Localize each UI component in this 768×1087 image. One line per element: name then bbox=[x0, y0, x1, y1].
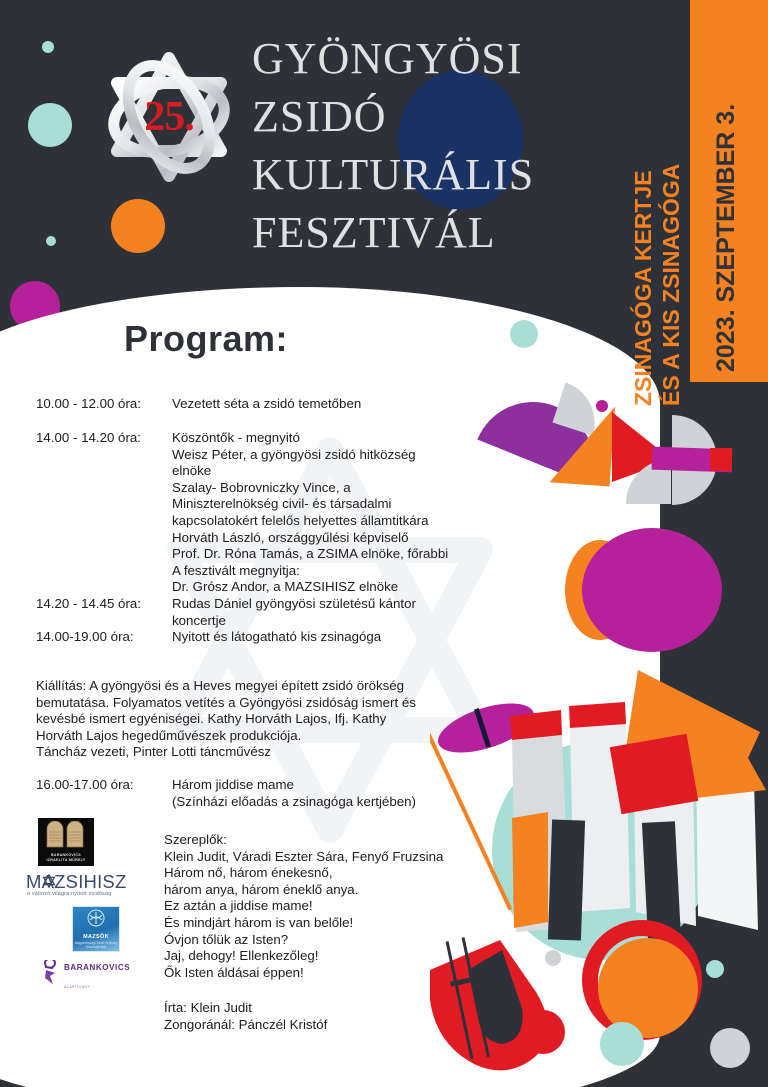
menorah-emblem-icon bbox=[85, 909, 107, 932]
performance-time: 16.00-17.00 óra: bbox=[36, 777, 134, 792]
credits-block bbox=[164, 1000, 327, 1033]
cast-line: Három nő, három énekesnő, bbox=[164, 865, 333, 881]
schedule-entry-1 bbox=[36, 396, 361, 413]
mazsihisz-wordmark: MAZSIHISZ bbox=[26, 871, 127, 892]
mazsihisz-tagline: a változó világra nyitott zsidóság bbox=[27, 891, 112, 897]
abstract-art-instruments bbox=[430, 640, 768, 1087]
entry-desc-line: Szalay- Bobrovniczky Vince, a bbox=[172, 479, 351, 495]
entry-desc-line: Köszöntők - megnyitó bbox=[172, 430, 300, 445]
sponsor-logos bbox=[26, 818, 152, 998]
entry-desc: Vezetett séta a zsidó temetőben bbox=[172, 396, 362, 411]
star-of-david-icon bbox=[42, 874, 56, 888]
entry-time: 14.00 - 14.20 óra: bbox=[36, 430, 141, 445]
cast-line: Jaj, dehogy! Ellenkezőleg! bbox=[164, 948, 319, 964]
entry-desc-line: A fesztivált megnyitja: bbox=[172, 562, 300, 578]
credit-line: Zongoránál: Pánczél Kristóf bbox=[164, 1016, 328, 1032]
cast-block bbox=[164, 832, 443, 981]
exhibition-line: Horváth Lajos hegedűművészek produkciója. bbox=[36, 727, 302, 743]
decorative-dot bbox=[111, 199, 165, 253]
exhibition-line: Táncház vezeti, Pinter Lotti táncművész bbox=[36, 744, 272, 760]
cast-line: Ez aztán a jiddise mame! bbox=[164, 898, 313, 914]
entry-desc-line: Dr. Grósz Andor, a MAZSIHISZ elnöke bbox=[172, 579, 399, 595]
exhibition-line: bemutatása. Folyamatos vetítés a Gyöngyösi zsidóság ismert és bbox=[36, 694, 416, 710]
venue-vertical-text bbox=[628, 0, 690, 412]
barankovics-figure-icon bbox=[40, 960, 60, 991]
venue-line-1: ZSINAGÓGA KERTJE bbox=[630, 170, 656, 406]
exhibition-paragraph bbox=[36, 678, 476, 761]
logo-barankovics-alapitvany bbox=[40, 957, 152, 993]
decorative-dot bbox=[42, 41, 54, 53]
star-of-david-ribbon-icon bbox=[103, 46, 235, 188]
decorative-dot bbox=[28, 103, 72, 147]
barankovics-subtitle: ALAPÍTVÁNY bbox=[64, 985, 91, 989]
cast-line: És mindjárt három is van belőle! bbox=[164, 914, 354, 930]
anniversary-number: 25. bbox=[144, 94, 194, 140]
logo-mazsihisz bbox=[26, 871, 144, 901]
date-orange-bar bbox=[690, 0, 768, 382]
mazsok-wordmark: MAZSÖK bbox=[83, 933, 109, 940]
entry-time: 14.00-19.00 óra: bbox=[36, 629, 134, 645]
cast-line: Klein Judit, Váradi Eszter Sára, Fenyő Fruzsina bbox=[164, 848, 444, 864]
title-line-1: GYÖNGYÖSI bbox=[252, 34, 523, 83]
logo-line-2: IZRAELITA MŰHELY bbox=[46, 858, 86, 862]
title-line-4: FESZTIVÁL bbox=[252, 208, 496, 258]
entry-time: 10.00 - 12.00 óra: bbox=[36, 396, 141, 411]
venue-line-2: ÉS A KIS ZSINAGÓGA bbox=[658, 163, 684, 406]
credit-line: Írta: Klein Judit bbox=[164, 1000, 252, 1015]
title-line-3: KULTURÁLIS bbox=[252, 150, 535, 200]
exhibition-line: kevésbé ismert egyéniségei. Kathy Horváth Lajos, Ifj. Kathy bbox=[36, 711, 387, 727]
title-line-2: ZSIDÓ bbox=[252, 92, 387, 142]
entry-desc-line: Rudas Dániel gyöngyösi születésű kántor bbox=[172, 595, 416, 611]
schedule-entry-2 bbox=[36, 430, 448, 646]
entry-desc-line: Horváth László, országgyűlési képviselő bbox=[172, 529, 409, 545]
logo-barankovics-izraelita-muhely bbox=[38, 818, 94, 866]
logo-line-1: BARANKOVICS bbox=[50, 853, 82, 857]
cast-line: Óvjon tőlük az Isten? bbox=[164, 931, 289, 947]
cast-heading: Szereplők: bbox=[164, 832, 227, 847]
entry-time: 14.20 - 14.45 óra: bbox=[36, 595, 141, 611]
entry-desc-line: koncertje bbox=[172, 612, 226, 628]
performance-entry bbox=[36, 777, 416, 810]
page-title bbox=[252, 30, 582, 262]
entry-desc: Nyitott és látogatható kis zsinagóga bbox=[172, 629, 382, 645]
entry-desc-line: Miniszterelnökség civil- és társadalmi bbox=[172, 496, 392, 512]
logo-mazsok bbox=[72, 906, 120, 952]
event-date: 2023. SZEPTEMBER 3. bbox=[712, 103, 740, 372]
performance-subtitle: (Színházi előadás a zsinagóga kertjében) bbox=[172, 793, 416, 809]
program-heading: Program: bbox=[124, 318, 289, 359]
cast-line: három anya, három éneklő anya. bbox=[164, 881, 359, 897]
abstract-art-top bbox=[440, 360, 768, 680]
entry-desc-line: Prof. Dr. Róna Tamás, a ZSIMA elnöke, főrabbi bbox=[172, 546, 449, 562]
cast-line: Ők Isten áldásai éppen! bbox=[164, 964, 304, 980]
exhibition-line: Kiállítás: A gyöngyösi és a Heves megyei épített zsidó örökség bbox=[36, 678, 405, 693]
entry-desc-line: elnöke bbox=[172, 463, 212, 479]
performance-title: Három jiddise mame bbox=[172, 777, 294, 792]
entry-desc-line: Weisz Péter, a gyöngyösi zsidó hitközség bbox=[172, 446, 416, 462]
mazsok-subtitle: Magyarországi Zsidó Örökség Közalapítvány bbox=[74, 940, 118, 949]
stone-tablets-icon bbox=[45, 821, 87, 848]
entry-desc-line: kapcsolatokért felelős helyettes államtitkára bbox=[172, 512, 429, 528]
decorative-dot bbox=[46, 236, 56, 246]
barankovics-wordmark: BARANKOVICS bbox=[64, 963, 131, 972]
